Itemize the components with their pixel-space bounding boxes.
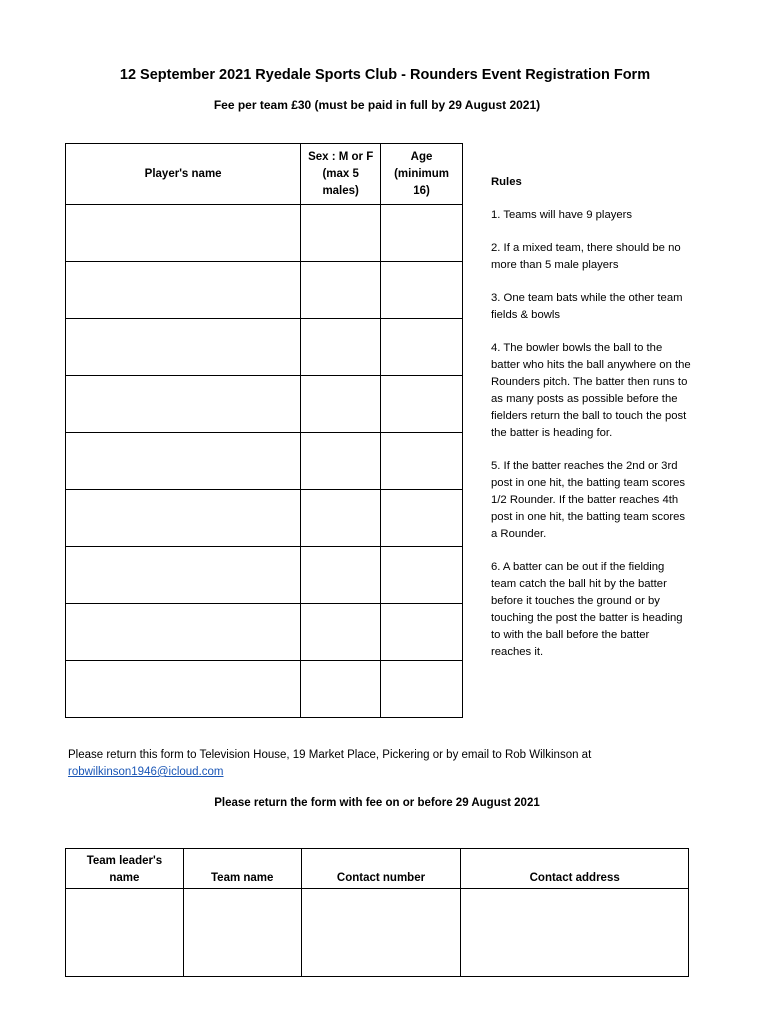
return-instructions [68,747,708,781]
leader-header-row [66,849,689,889]
rules-title: Rules [491,176,522,188]
player-sex-cell[interactable] [301,262,381,319]
header-contact-address: Contact address [461,849,689,889]
player-sex-cell[interactable] [301,547,381,604]
deadline-notice: Please return the form with fee on or before 29 August 2021 [214,797,540,809]
player-name-cell[interactable] [66,547,301,604]
team-leader-table [65,848,689,977]
player-row [66,661,463,718]
form-title: 12 September 2021 Ryedale Sports Club - Rounders Event Registration Form [119,67,651,83]
player-age-cell[interactable] [381,433,463,490]
player-name-cell[interactable] [66,262,301,319]
player-age-cell[interactable] [381,661,463,718]
player-sex-cell[interactable] [301,205,381,262]
player-sex-cell[interactable] [301,604,381,661]
player-name-cell[interactable] [66,205,301,262]
player-sex-cell[interactable] [301,490,381,547]
players-table [65,143,463,718]
player-age-cell[interactable] [381,262,463,319]
player-row [66,547,463,604]
player-sex-cell[interactable] [301,376,381,433]
player-name-cell[interactable] [66,661,301,718]
rule-item: 1. Teams will have 9 players [491,209,633,221]
header-player-name: Player's name [66,144,301,205]
rule-item: 2. If a mixed team, there should be no more than 5 male players [491,242,681,271]
player-age-cell[interactable] [381,205,463,262]
players-header-row [66,144,463,205]
player-sex-cell[interactable] [301,433,381,490]
player-age-cell[interactable] [381,490,463,547]
player-name-cell[interactable] [66,490,301,547]
player-row [66,319,463,376]
player-age-cell[interactable] [381,547,463,604]
leader-entry-row [66,889,689,977]
player-row [66,262,463,319]
header-sex: Sex : M or F (max 5 males) [301,144,381,205]
player-name-cell[interactable] [66,433,301,490]
player-row [66,205,463,262]
header-contact-number: Contact number [301,849,461,889]
return-address-text: Please return this form to Television House, 19 Market Place, Pickering or by email to Rob Wilkinson at [68,749,592,761]
rule-item: 6. A batter can be out if the fielding team catch the ball hit by the batter before it touches the ground or by touching the post the batter is heading to with the ball before the batter reaches it. [491,561,683,658]
player-sex-cell[interactable] [301,661,381,718]
contact-address-cell[interactable] [461,889,689,977]
player-name-cell[interactable] [66,604,301,661]
contact-number-cell[interactable] [301,889,461,977]
header-team-name: Team name [183,849,301,889]
player-row [66,376,463,433]
rules-section [491,174,691,677]
rule-item: 4. The bowler bowls the ball to the batter who hits the ball anywhere on the Rounders pitch. The batter then runs to as many posts as possible before the fielders return the ball to touch the post the batter is heading for. [491,342,691,439]
player-age-cell[interactable] [381,319,463,376]
team-name-cell[interactable] [183,889,301,977]
email-link[interactable]: robwilkinson1946@icloud.com [68,766,224,778]
player-row [66,433,463,490]
player-row [66,604,463,661]
header-team-leader-name: Team leader's name [66,849,184,889]
player-sex-cell[interactable] [301,319,381,376]
team-leader-name-cell[interactable] [66,889,184,977]
player-name-cell[interactable] [66,376,301,433]
rule-item: 3. One team bats while the other team fields & bowls [491,292,683,321]
player-age-cell[interactable] [381,376,463,433]
header-age: Age (minimum 16) [381,144,463,205]
fee-line: Fee per team £30 (must be paid in full by 29 August 2021) [213,98,541,112]
rule-item: 5. If the batter reaches the 2nd or 3rd post in one hit, the batting team scores 1/2 Rounder. If the batter reaches 4th post in one hit, the batting team scores a Rounder. [491,460,686,540]
player-row [66,490,463,547]
player-name-cell[interactable] [66,319,301,376]
player-age-cell[interactable] [381,604,463,661]
